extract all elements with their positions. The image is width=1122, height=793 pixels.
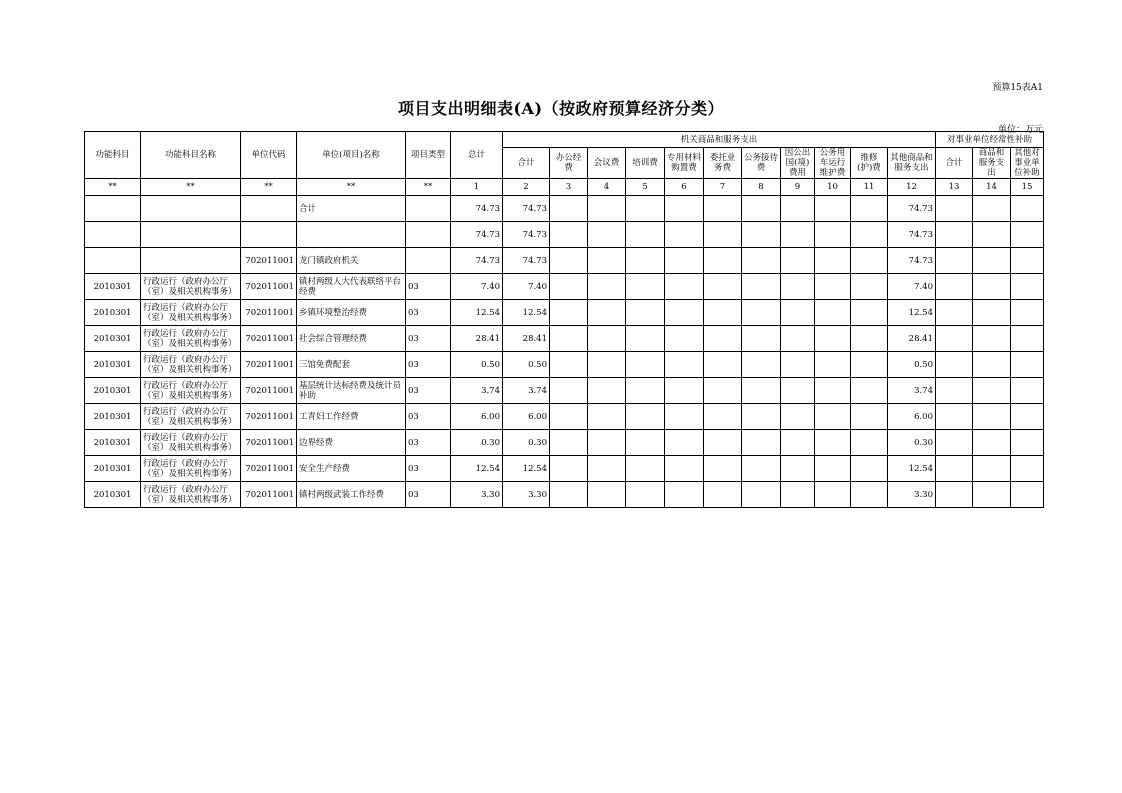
other-goods-cell: 0.30 (888, 430, 936, 456)
column-index-cell: 9 (781, 179, 815, 196)
empty-cell (973, 378, 1011, 404)
table-row (85, 378, 1044, 404)
table-row (85, 352, 1044, 378)
goods-total-cell: 28.41 (503, 326, 550, 352)
table-row (85, 430, 1044, 456)
header-subsidy-col: 合计 (936, 148, 973, 179)
other-goods-cell: 12.54 (888, 456, 936, 482)
empty-cell (851, 300, 888, 326)
column-index-cell: 1 (451, 179, 503, 196)
empty-cell (851, 196, 888, 222)
empty-cell (973, 274, 1011, 300)
empty-cell (550, 404, 588, 430)
empty-cell (815, 352, 851, 378)
empty-cell (704, 326, 742, 352)
other-goods-cell: 74.73 (888, 248, 936, 274)
project-type-cell: 03 (406, 482, 451, 508)
empty-cell (665, 300, 704, 326)
empty-cell (781, 196, 815, 222)
project-type-cell (406, 196, 451, 222)
empty-cell (550, 482, 588, 508)
column-index-cell: 5 (626, 179, 665, 196)
total-cell: 12.54 (451, 300, 503, 326)
empty-cell (626, 378, 665, 404)
empty-cell (742, 482, 781, 508)
empty-cell (851, 482, 888, 508)
func-code-cell: 2010301 (85, 326, 141, 352)
empty-cell (704, 456, 742, 482)
unit-name-cell (297, 222, 406, 248)
empty-cell (815, 482, 851, 508)
func-name-cell: 行政运行（政府办公厅（室）及相关机构事务） (141, 482, 241, 508)
empty-cell (626, 456, 665, 482)
empty-cell (550, 430, 588, 456)
column-index-cell: 15 (1011, 179, 1044, 196)
project-type-cell: 03 (406, 430, 451, 456)
table-row (85, 248, 1044, 274)
empty-cell (936, 222, 973, 248)
unit-code-cell: 702011001 (241, 274, 297, 300)
empty-cell (665, 222, 704, 248)
project-type-cell: 03 (406, 326, 451, 352)
empty-cell (550, 378, 588, 404)
func-code-cell (85, 196, 141, 222)
empty-cell (588, 404, 626, 430)
empty-cell (704, 300, 742, 326)
header-group-subsidy: 对事业单位经常性补助 (936, 132, 1044, 148)
goods-total-cell: 12.54 (503, 456, 550, 482)
empty-cell (781, 274, 815, 300)
func-name-cell: 行政运行（政府办公厅（室）及相关机构事务） (141, 430, 241, 456)
func-code-cell: 2010301 (85, 300, 141, 326)
empty-cell (936, 326, 973, 352)
total-cell: 7.40 (451, 274, 503, 300)
empty-cell (851, 404, 888, 430)
func-name-cell (141, 222, 241, 248)
empty-cell (704, 222, 742, 248)
unit-code-cell: 702011001 (241, 482, 297, 508)
table-row (85, 482, 1044, 508)
empty-cell (550, 274, 588, 300)
empty-cell (973, 482, 1011, 508)
goods-total-cell: 3.30 (503, 482, 550, 508)
header-goods-col: 合计 (503, 148, 550, 179)
empty-cell (588, 378, 626, 404)
other-goods-cell: 74.73 (888, 222, 936, 248)
other-goods-cell: 12.54 (888, 300, 936, 326)
func-name-cell: 行政运行（政府办公厅（室）及相关机构事务） (141, 326, 241, 352)
empty-cell (742, 378, 781, 404)
table-row (85, 274, 1044, 300)
unit-code-cell: 702011001 (241, 378, 297, 404)
total-cell: 0.30 (451, 430, 503, 456)
unit-name-cell: 镇村两级武装工作经费 (297, 482, 406, 508)
empty-cell (781, 248, 815, 274)
empty-cell (665, 456, 704, 482)
empty-cell (704, 482, 742, 508)
empty-cell (665, 248, 704, 274)
empty-cell (588, 196, 626, 222)
empty-cell (626, 404, 665, 430)
project-type-cell: 03 (406, 300, 451, 326)
empty-cell (973, 196, 1011, 222)
header-goods-col: 因公出国(境)费用 (781, 148, 815, 179)
empty-cell (851, 430, 888, 456)
empty-cell (1011, 196, 1044, 222)
header-goods-col: 委托业务费 (704, 148, 742, 179)
empty-cell (1011, 222, 1044, 248)
empty-cell (973, 430, 1011, 456)
empty-cell (588, 482, 626, 508)
empty-cell (626, 248, 665, 274)
empty-cell (704, 404, 742, 430)
func-code-cell (85, 222, 141, 248)
header-goods-col: 培训费 (626, 148, 665, 179)
total-cell: 3.74 (451, 378, 503, 404)
unit-code-cell (241, 222, 297, 248)
empty-cell (665, 274, 704, 300)
goods-total-cell: 7.40 (503, 274, 550, 300)
empty-cell (936, 274, 973, 300)
other-goods-cell: 74.73 (888, 196, 936, 222)
total-cell: 28.41 (451, 326, 503, 352)
empty-cell (1011, 326, 1044, 352)
empty-cell (936, 196, 973, 222)
column-index-cell: ** (85, 179, 141, 196)
empty-cell (742, 274, 781, 300)
total-cell: 3.30 (451, 482, 503, 508)
other-goods-cell: 7.40 (888, 274, 936, 300)
empty-cell (588, 248, 626, 274)
func-code-cell: 2010301 (85, 378, 141, 404)
empty-cell (851, 222, 888, 248)
empty-cell (781, 482, 815, 508)
empty-cell (973, 352, 1011, 378)
empty-cell (973, 222, 1011, 248)
empty-cell (815, 430, 851, 456)
unit-name-cell: 边界经费 (297, 430, 406, 456)
empty-cell (704, 274, 742, 300)
func-code-cell: 2010301 (85, 482, 141, 508)
empty-cell (1011, 482, 1044, 508)
header-group-goods: 机关商品和服务支出 (503, 132, 936, 148)
goods-total-cell: 0.50 (503, 352, 550, 378)
empty-cell (1011, 456, 1044, 482)
empty-cell (973, 456, 1011, 482)
unit-name-cell: 合计 (297, 196, 406, 222)
column-index-cell: 6 (665, 179, 704, 196)
column-index-cell: ** (297, 179, 406, 196)
page-title: 项目支出明细表(A)（按政府预算经济分类） (397, 99, 725, 118)
empty-cell (781, 352, 815, 378)
table-row (85, 326, 1044, 352)
empty-cell (665, 196, 704, 222)
empty-cell (973, 326, 1011, 352)
column-index-cell: 4 (588, 179, 626, 196)
func-code-cell: 2010301 (85, 352, 141, 378)
func-name-cell: 行政运行（政府办公厅（室）及相关机构事务） (141, 456, 241, 482)
column-index-cell: 7 (704, 179, 742, 196)
header-func-code: 功能科目 (85, 132, 141, 179)
empty-cell (588, 352, 626, 378)
empty-cell (742, 222, 781, 248)
empty-cell (550, 222, 588, 248)
form-code: 预算15表A1 (992, 83, 1043, 93)
unit-name-cell: 社会综合管理经费 (297, 326, 406, 352)
empty-cell (936, 456, 973, 482)
empty-cell (665, 430, 704, 456)
other-goods-cell: 6.00 (888, 404, 936, 430)
empty-cell (742, 196, 781, 222)
unit-name-cell: 安全生产经费 (297, 456, 406, 482)
empty-cell (936, 404, 973, 430)
goods-total-cell: 74.73 (503, 196, 550, 222)
empty-cell (626, 326, 665, 352)
empty-cell (588, 300, 626, 326)
empty-cell (781, 456, 815, 482)
empty-cell (936, 352, 973, 378)
project-type-cell (406, 248, 451, 274)
unit-code-cell: 702011001 (241, 404, 297, 430)
empty-cell (665, 326, 704, 352)
empty-cell (936, 430, 973, 456)
table-row (85, 456, 1044, 482)
empty-cell (665, 378, 704, 404)
empty-cell (1011, 378, 1044, 404)
empty-cell (742, 352, 781, 378)
header-subsidy-col: 其他对事业单位补助 (1011, 148, 1044, 179)
empty-cell (588, 456, 626, 482)
project-type-cell: 03 (406, 274, 451, 300)
empty-cell (781, 378, 815, 404)
empty-cell (626, 196, 665, 222)
func-code-cell: 2010301 (85, 274, 141, 300)
header-unit-name: 单位(项目)名称 (297, 132, 406, 179)
project-type-cell: 03 (406, 404, 451, 430)
total-cell: 74.73 (451, 222, 503, 248)
project-type-cell (406, 222, 451, 248)
unit-label: 单位：万元 (997, 125, 1043, 135)
empty-cell (626, 352, 665, 378)
empty-cell (742, 248, 781, 274)
empty-cell (704, 430, 742, 456)
column-index-cell: 8 (742, 179, 781, 196)
empty-cell (815, 326, 851, 352)
unit-code-cell: 702011001 (241, 300, 297, 326)
empty-cell (936, 300, 973, 326)
empty-cell (704, 248, 742, 274)
header-goods-col: 公务接待费 (742, 148, 781, 179)
empty-cell (588, 222, 626, 248)
table-row (85, 222, 1044, 248)
header-subsidy-col: 商品和服务支出 (973, 148, 1011, 179)
total-cell: 0.50 (451, 352, 503, 378)
unit-name-cell: 乡镇环境整治经费 (297, 300, 406, 326)
empty-cell (815, 378, 851, 404)
budget-table (84, 131, 1044, 508)
empty-cell (1011, 352, 1044, 378)
func-name-cell (141, 196, 241, 222)
empty-cell (550, 456, 588, 482)
empty-cell (704, 378, 742, 404)
column-index-cell: 11 (851, 179, 888, 196)
empty-cell (626, 222, 665, 248)
column-index-cell: 3 (550, 179, 588, 196)
header-project-type: 项目类型 (406, 132, 451, 179)
empty-cell (815, 456, 851, 482)
empty-cell (851, 326, 888, 352)
header-goods-col: 公务用车运行维护费 (815, 148, 851, 179)
empty-cell (626, 430, 665, 456)
empty-cell (781, 222, 815, 248)
empty-cell (550, 352, 588, 378)
header-goods-col: 专用材料购置费 (665, 148, 704, 179)
project-type-cell: 03 (406, 378, 451, 404)
column-index-cell: 14 (973, 179, 1011, 196)
header-unit-code: 单位代码 (241, 132, 297, 179)
empty-cell (626, 482, 665, 508)
func-name-cell: 行政运行（政府办公厅（室）及相关机构事务） (141, 300, 241, 326)
empty-cell (1011, 300, 1044, 326)
empty-cell (588, 274, 626, 300)
empty-cell (936, 482, 973, 508)
empty-cell (665, 404, 704, 430)
column-index-cell: ** (241, 179, 297, 196)
func-name-cell: 行政运行（政府办公厅（室）及相关机构事务） (141, 404, 241, 430)
empty-cell (936, 248, 973, 274)
empty-cell (781, 300, 815, 326)
empty-cell (626, 300, 665, 326)
header-total: 总计 (451, 132, 503, 179)
other-goods-cell: 3.30 (888, 482, 936, 508)
empty-cell (815, 300, 851, 326)
unit-name-cell: 镇村两级人大代表联络平台经费 (297, 274, 406, 300)
goods-total-cell: 6.00 (503, 404, 550, 430)
header-func-name: 功能科目名称 (141, 132, 241, 179)
project-type-cell: 03 (406, 456, 451, 482)
func-name-cell: 行政运行（政府办公厅（室）及相关机构事务） (141, 352, 241, 378)
unit-code-cell: 702011001 (241, 352, 297, 378)
unit-name-cell: 基层统计达标经费及统计员补助 (297, 378, 406, 404)
empty-cell (742, 430, 781, 456)
other-goods-cell: 0.50 (888, 352, 936, 378)
header-goods-col: 办公经费 (550, 148, 588, 179)
empty-cell (588, 430, 626, 456)
empty-cell (626, 274, 665, 300)
unit-name-cell: 三馆免费配套 (297, 352, 406, 378)
empty-cell (550, 196, 588, 222)
empty-cell (742, 300, 781, 326)
func-code-cell (85, 248, 141, 274)
empty-cell (781, 326, 815, 352)
empty-cell (1011, 274, 1044, 300)
empty-cell (781, 430, 815, 456)
total-cell: 74.73 (451, 196, 503, 222)
project-type-cell: 03 (406, 352, 451, 378)
empty-cell (973, 248, 1011, 274)
empty-cell (550, 248, 588, 274)
goods-total-cell: 12.54 (503, 300, 550, 326)
empty-cell (815, 404, 851, 430)
unit-code-cell (241, 196, 297, 222)
unit-name-cell: 工青妇工作经费 (297, 404, 406, 430)
empty-cell (1011, 430, 1044, 456)
unit-code-cell: 702011001 (241, 430, 297, 456)
column-index-cell: 13 (936, 179, 973, 196)
empty-cell (704, 196, 742, 222)
empty-cell (936, 378, 973, 404)
empty-cell (704, 352, 742, 378)
func-name-cell: 行政运行（政府办公厅（室）及相关机构事务） (141, 274, 241, 300)
empty-cell (742, 456, 781, 482)
func-code-cell: 2010301 (85, 404, 141, 430)
column-index-cell: 2 (503, 179, 550, 196)
empty-cell (550, 300, 588, 326)
unit-code-cell: 702011001 (241, 456, 297, 482)
empty-cell (815, 274, 851, 300)
column-index-cell: 10 (815, 179, 851, 196)
empty-cell (1011, 404, 1044, 430)
column-index-cell: ** (141, 179, 241, 196)
empty-cell (815, 222, 851, 248)
func-code-cell: 2010301 (85, 456, 141, 482)
empty-cell (665, 482, 704, 508)
unit-code-cell: 702011001 (241, 248, 297, 274)
goods-total-cell: 0.30 (503, 430, 550, 456)
table-row (85, 196, 1044, 222)
unit-code-cell: 702011001 (241, 326, 297, 352)
empty-cell (851, 248, 888, 274)
empty-cell (781, 404, 815, 430)
unit-name-cell: 龙门镇政府机关 (297, 248, 406, 274)
empty-cell (588, 326, 626, 352)
empty-cell (742, 326, 781, 352)
empty-cell (851, 352, 888, 378)
empty-cell (973, 300, 1011, 326)
empty-cell (815, 196, 851, 222)
empty-cell (973, 404, 1011, 430)
func-name-cell: 行政运行（政府办公厅（室）及相关机构事务） (141, 378, 241, 404)
total-cell: 12.54 (451, 456, 503, 482)
total-cell: 74.73 (451, 248, 503, 274)
goods-total-cell: 74.73 (503, 248, 550, 274)
empty-cell (851, 274, 888, 300)
func-code-cell: 2010301 (85, 430, 141, 456)
header-goods-col: 会议费 (588, 148, 626, 179)
other-goods-cell: 3.74 (888, 378, 936, 404)
empty-cell (851, 456, 888, 482)
table-row (85, 404, 1044, 430)
empty-cell (742, 404, 781, 430)
column-index-cell: ** (406, 179, 451, 196)
empty-cell (665, 352, 704, 378)
empty-cell (550, 326, 588, 352)
header-goods-col: 其他商品和服务支出 (888, 148, 936, 179)
empty-cell (815, 248, 851, 274)
other-goods-cell: 28.41 (888, 326, 936, 352)
goods-total-cell: 3.74 (503, 378, 550, 404)
empty-cell (851, 378, 888, 404)
empty-cell (1011, 248, 1044, 274)
header-goods-col: 维修(护)费 (851, 148, 888, 179)
total-cell: 6.00 (451, 404, 503, 430)
table-row (85, 300, 1044, 326)
func-name-cell (141, 248, 241, 274)
column-index-cell: 12 (888, 179, 936, 196)
goods-total-cell: 74.73 (503, 222, 550, 248)
